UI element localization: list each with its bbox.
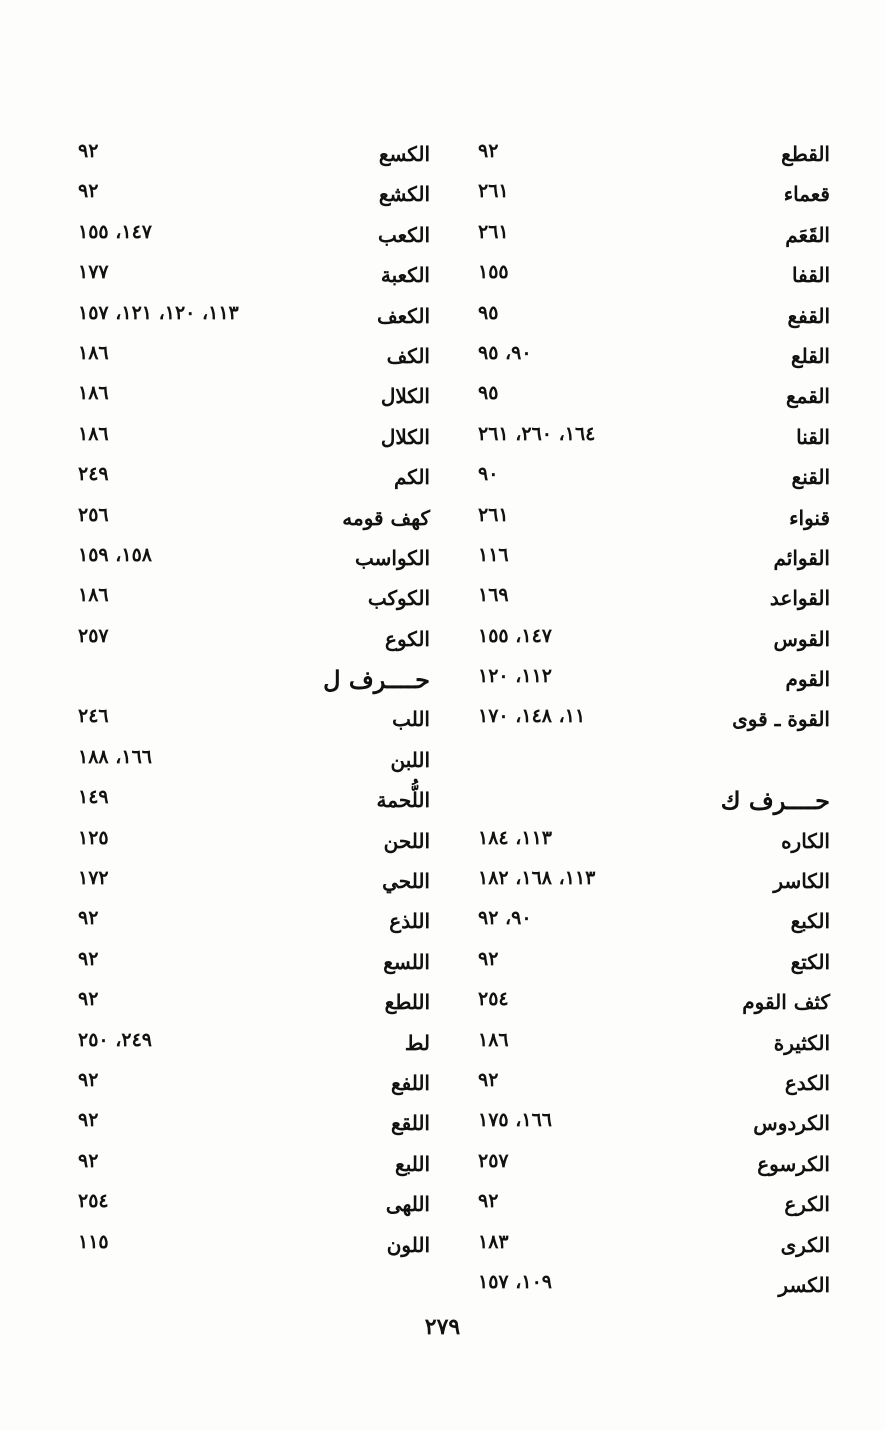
page-references: ٢٥٤	[78, 1190, 109, 1213]
index-entry	[70, 340, 430, 380]
page-references: ١١٦	[478, 543, 509, 566]
index-term: اللون	[386, 1232, 430, 1257]
index-entry	[70, 865, 430, 905]
page-number: ٢٧٩	[424, 1314, 461, 1340]
index-entry	[470, 582, 830, 622]
index-entry	[470, 1148, 830, 1188]
index-entry	[70, 542, 430, 582]
index-entry	[70, 502, 430, 542]
index-entry	[70, 1229, 430, 1269]
section-heading: حــــرف ل	[323, 665, 430, 695]
index-term: الكبع	[790, 909, 830, 934]
section-heading-row	[70, 663, 430, 703]
page-references: ١١٣، ١٦٨، ١٨٢	[478, 867, 596, 890]
page-references: ١٥٨، ١٥٩	[78, 543, 152, 566]
index-term: القواعد	[769, 586, 830, 611]
index-term: القَعَم	[785, 222, 830, 247]
index-entry	[70, 623, 430, 663]
index-entry	[70, 421, 430, 461]
index-entry	[70, 825, 430, 865]
index-entry	[470, 542, 830, 582]
index-term: الكرى	[780, 1232, 830, 1257]
page-references: ٢٥٤	[478, 988, 509, 1011]
index-entry	[70, 138, 430, 178]
page-references: ٢٤٦	[78, 705, 109, 728]
index-entry	[70, 461, 430, 501]
index-entry	[470, 421, 830, 461]
index-term: الكعب	[378, 222, 430, 247]
page-references: ١١٣، ١٢٠، ١٢١، ١٥٧	[78, 301, 239, 324]
index-term: اللفع	[390, 1070, 430, 1095]
page-references: ١٢٥	[78, 826, 109, 849]
index-term: كهف قومه	[342, 505, 430, 530]
index-term: القوائم	[773, 545, 830, 570]
page-references: ١٧٢	[78, 867, 109, 890]
index-entry	[70, 986, 430, 1026]
section-heading-row	[470, 784, 830, 824]
page-references: ٩٢	[78, 947, 99, 970]
index-term: الكوكب	[367, 586, 430, 611]
page-references: ١٦٦، ١٧٥	[478, 1109, 552, 1132]
index-entry	[70, 744, 430, 784]
index-column-right	[470, 138, 830, 1309]
page-references: ١٦٩	[478, 584, 509, 607]
page-references: ١٨٦	[78, 584, 109, 607]
page-references: ٩٢	[478, 140, 499, 162]
index-term: القنا	[796, 424, 830, 449]
section-heading: حــــرف ك	[720, 786, 830, 816]
index-term: الكتع	[790, 949, 830, 974]
page-references: ٢٦١	[478, 220, 509, 243]
index-entry	[70, 1067, 430, 1107]
index-term: الكعبة	[380, 263, 430, 288]
page-references: ١٨٦	[78, 341, 109, 364]
page-references: ١١، ١٤٨، ١٧٠	[478, 705, 586, 728]
page-references: ٢٤٩، ٢٥٠	[78, 1028, 152, 1051]
page-references: ٢٦١	[478, 503, 509, 526]
index-entry	[470, 380, 830, 420]
index-term: القلع	[790, 343, 830, 368]
index-term: كثف القوم	[742, 990, 830, 1015]
page-references: ١٨٦	[478, 1028, 509, 1051]
index-term: الكرسوع	[757, 1151, 830, 1176]
index-term: الكاسر	[773, 869, 830, 894]
index-entry	[470, 825, 830, 865]
index-term: اللهى	[385, 1192, 430, 1217]
index-term: الكردوس	[753, 1111, 830, 1136]
page-references: ٢٤٩	[78, 463, 109, 486]
index-term: اللحي	[382, 869, 430, 894]
index-term: اللسع	[383, 949, 430, 974]
page-references: ١١٥	[78, 1230, 109, 1253]
index-column-left	[70, 138, 430, 1269]
index-entry	[70, 1107, 430, 1147]
index-term: القفع	[787, 303, 830, 328]
index-term: القوم	[785, 667, 830, 692]
index-entry	[70, 219, 430, 259]
index-entry	[70, 905, 430, 945]
page-references: ٢٦١	[478, 180, 509, 203]
page-references: ٩٢	[78, 1149, 99, 1172]
index-entry	[470, 461, 830, 501]
page-references: ٩٠	[478, 463, 499, 486]
index-term: الكعف	[376, 303, 430, 328]
index-term: الكم	[393, 465, 430, 490]
page-references: ٩٢	[78, 1068, 99, 1091]
index-entry	[470, 865, 830, 905]
page-references: ٩٢	[78, 180, 99, 203]
page-references: ٩٠، ٩٥	[478, 341, 532, 364]
index-entry	[470, 986, 830, 1026]
index-term: اللبن	[390, 747, 430, 772]
index-term: اللحن	[383, 828, 430, 853]
index-term: الكوع	[385, 626, 430, 651]
index-entry	[70, 300, 430, 340]
index-term: الكسع	[378, 142, 430, 166]
index-entry	[470, 946, 830, 986]
page-references: ٩٥	[478, 382, 499, 405]
index-entry	[70, 582, 430, 622]
index-term: اللطع	[384, 990, 430, 1015]
page-references: ١٠٩، ١٥٧	[478, 1270, 552, 1293]
index-term: الكواسب	[355, 545, 430, 570]
index-entry	[470, 1107, 830, 1147]
page-references: ١٧٧	[78, 261, 109, 284]
index-term: اللقع	[390, 1111, 430, 1136]
index-term: لط	[404, 1030, 430, 1055]
index-entry	[70, 1188, 430, 1228]
index-term: الكاره	[781, 828, 830, 853]
index-entry	[470, 905, 830, 945]
page-references: ٩٢	[478, 1068, 499, 1091]
index-term: الكلال	[380, 384, 430, 409]
page-references: ٩٢	[478, 1190, 499, 1213]
index-entry	[470, 340, 830, 380]
index-term: اللُّحمة	[376, 788, 430, 813]
index-entry	[470, 502, 830, 542]
index-entry	[470, 1269, 830, 1309]
index-entry	[470, 744, 830, 784]
index-term: الكثيرة	[773, 1030, 830, 1055]
index-entry	[470, 1067, 830, 1107]
index-term: القنع	[791, 465, 830, 490]
index-entry	[470, 663, 830, 703]
index-entry	[70, 380, 430, 420]
index-entry	[470, 1229, 830, 1269]
index-term: القطع	[781, 142, 830, 166]
index-entry	[470, 138, 830, 178]
page-references: ١٤٩	[78, 786, 109, 809]
index-term: الكرع	[784, 1192, 830, 1217]
index-term: اللبع	[395, 1151, 430, 1176]
index-entry	[470, 1027, 830, 1067]
page-references: ٢٥٧	[78, 624, 109, 647]
index-entry	[70, 784, 430, 824]
index-entry	[470, 178, 830, 218]
page-references: ١٤٧، ١٥٥	[78, 220, 152, 243]
page-references: ٩٥	[478, 301, 499, 324]
page-references: ٩٢	[78, 907, 99, 930]
index-entry	[70, 946, 430, 986]
index-entry	[470, 259, 830, 299]
index-term: القوة ـ قوى	[732, 707, 830, 732]
index-entry	[70, 1148, 430, 1188]
index-term: الكسر	[778, 1272, 830, 1297]
page-references: ٩٢	[78, 1109, 99, 1132]
page-references: ١١٢، ١٢٠	[478, 665, 552, 688]
page-references: ٩٢	[78, 988, 99, 1011]
index-entry	[470, 1188, 830, 1228]
page-references: ١٨٦	[78, 422, 109, 445]
page-references: ١٦٤، ٢٦٠، ٢٦١	[478, 422, 596, 445]
page-references: ١٤٧، ١٥٥	[478, 624, 552, 647]
index-term: القمع	[786, 384, 830, 409]
index-entry	[470, 623, 830, 663]
page-references: ٩٢	[78, 140, 99, 162]
index-entry	[470, 703, 830, 743]
index-term: اللب	[392, 707, 430, 732]
page-references: ٩٠، ٩٢	[478, 907, 532, 930]
index-term: اللذع	[389, 909, 430, 934]
index-term: قنواء	[789, 505, 830, 530]
page-references: ١١٣، ١٨٤	[478, 826, 552, 849]
page-references: ١٥٥	[478, 261, 509, 284]
index-term: الكف	[386, 343, 430, 368]
index-term: الكلال	[380, 424, 430, 449]
page-references: ٩٢	[478, 947, 499, 970]
index-entry	[470, 219, 830, 259]
index-entry	[70, 703, 430, 743]
index-term: الكدع	[784, 1070, 830, 1095]
page-references: ١٦٦، ١٨٨	[78, 745, 152, 768]
index-term: الكشع	[378, 182, 430, 207]
page-references: ٢٥٧	[478, 1149, 509, 1172]
index-entry	[70, 1027, 430, 1067]
index-term: قعماء	[783, 182, 830, 207]
index-entry	[70, 178, 430, 218]
index-term: القفا	[792, 263, 830, 288]
page-references: ٢٥٦	[78, 503, 109, 526]
index-entry	[70, 259, 430, 299]
index-entry	[470, 300, 830, 340]
page-references: ١٨٦	[78, 382, 109, 405]
index-term: القوس	[773, 626, 830, 651]
page-references: ١٨٣	[478, 1230, 509, 1253]
